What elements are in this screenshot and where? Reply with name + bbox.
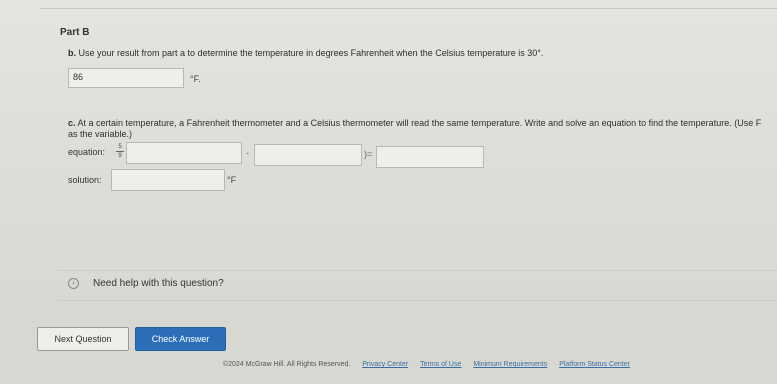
fraction-numerator: 5 — [118, 144, 122, 150]
question-c-letter: c. — [68, 118, 76, 128]
help-toggle[interactable] — [68, 278, 224, 289]
top-divider — [40, 8, 777, 9]
part-title: Part B — [60, 27, 90, 38]
question-c-prompt — [68, 118, 768, 140]
footer — [223, 361, 630, 368]
question-b-prompt — [68, 48, 543, 58]
help-bottom-divider — [58, 300, 777, 301]
platform-status-center-link[interactable]: Platform Status Center — [559, 361, 630, 368]
solution-label: solution: — [68, 175, 102, 185]
question-b-letter: b. — [68, 48, 76, 58]
minus-sign: - — [246, 148, 249, 158]
equation-label: equation: — [68, 147, 106, 157]
minimum-requirements-link[interactable]: Minimum Requirements — [473, 361, 548, 368]
terms-of-use-link[interactable]: Terms of Use — [420, 361, 462, 368]
question-b-answer-input[interactable]: 86 — [68, 68, 184, 88]
check-answer-button[interactable]: Check Answer — [135, 327, 226, 351]
fraction-five-ninths — [116, 144, 124, 159]
next-question-button[interactable]: Next Question — [37, 327, 129, 351]
privacy-center-link[interactable]: Privacy Center — [362, 361, 409, 368]
equation-input-1[interactable] — [126, 142, 242, 164]
help-text: Need help with this question? — [93, 278, 224, 289]
question-b-unit: °F. — [190, 74, 201, 84]
fraction-bar — [116, 151, 124, 152]
fraction-denominator: 9 — [118, 153, 122, 159]
chevron-right-icon: › — [68, 278, 79, 289]
solution-input[interactable] — [111, 169, 225, 191]
question-b-text: Use your result from part a to determine the temperature in degrees Fahrenheit when the Celsius temperature is 30°. — [78, 48, 544, 58]
close-paren-equals: )= — [364, 149, 373, 159]
solution-unit: °F — [227, 175, 237, 185]
equation-input-3[interactable] — [376, 146, 484, 168]
question-c-text: At a certain temperature, a Fahrenheit thermometer and a Celsius thermometer will read the same temperature. Write and solve an equation to find the temperature. (Use F as the variable.) — [68, 118, 762, 139]
copyright-text: ©2024 McGraw Hill. All Rights Reserved. — [223, 361, 351, 368]
help-top-divider — [58, 270, 777, 271]
equation-input-2[interactable] — [254, 144, 362, 166]
